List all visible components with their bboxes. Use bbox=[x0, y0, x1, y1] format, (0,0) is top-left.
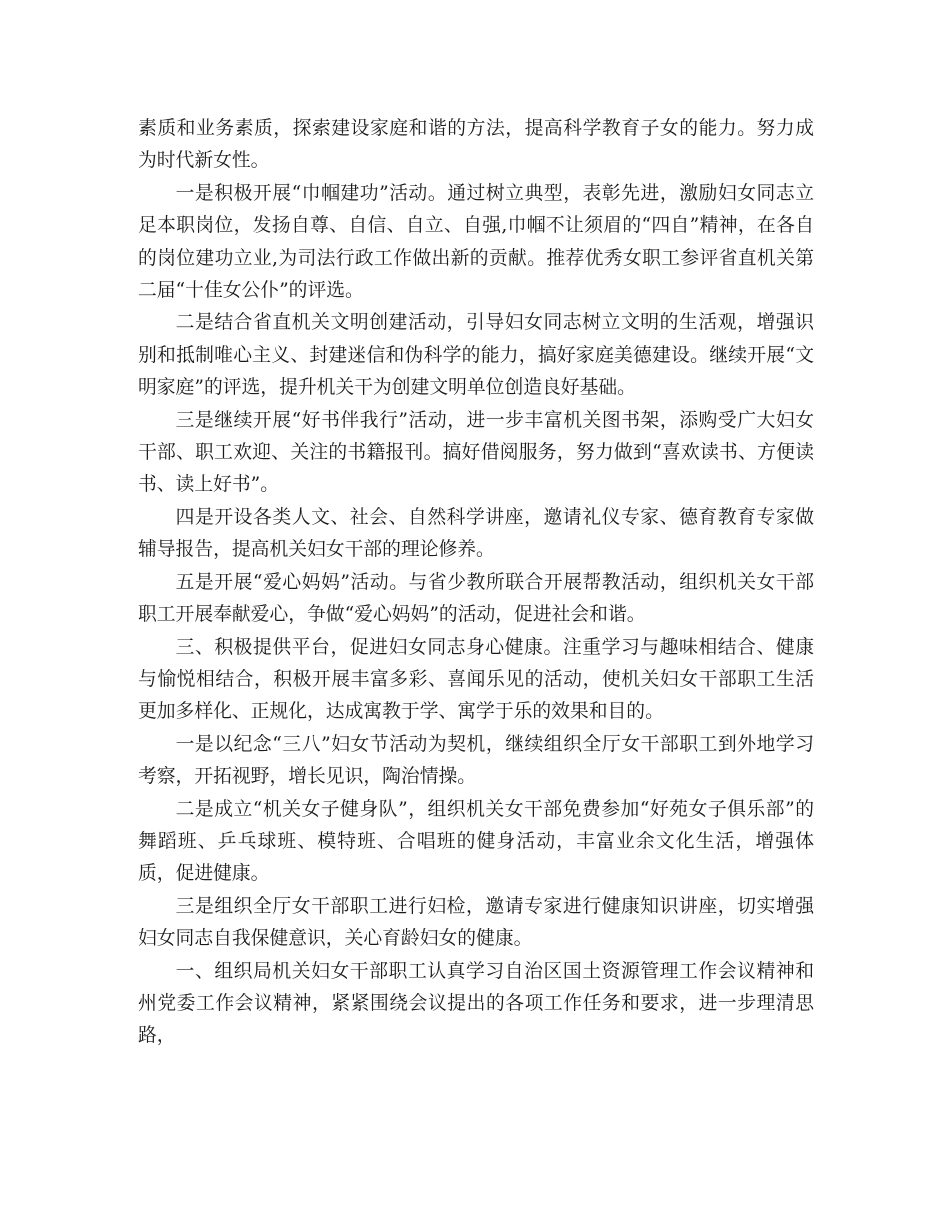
paragraph-11: 一、组织局机关妇女干部职工认真学习自治区国土资源管理工作会议精神和州党委工作会议精神，紧紧围绕会议提出的各项工作任务和要求，进一步理清思路， bbox=[138, 960, 814, 1047]
paragraph-7: 三、积极提供平台，促进妇女同志身心健康。注重学习与趣味相结合、健康与愉悦相结合，积极开展丰富多彩、喜闻乐见的活动，使机关妇女干部职工生活更加多样化、正规化，达成寓教于学、寓学于乐的效果和目的。 bbox=[138, 636, 814, 723]
paragraph-4: 三是继续开展“好书伴我行”活动，进一步丰富机关图书架，添购受广大妇女干部、职工欢迎、关注的书籍报刊。搞好借阅服务，努力做到“喜欢读书、方便读书、读上好书”。 bbox=[138, 409, 814, 496]
document-body bbox=[138, 113, 814, 1053]
paragraph-9: 二是成立“机关女子健身队”，组织机关女干部免费参加“好苑女子俱乐部”的舞蹈班、乒乓球班、模特班、合唱班的健身活动，丰富业余文化生活，增强体质，促进健康。 bbox=[138, 798, 814, 885]
paragraph-1: 素质和业务素质，探索建设家庭和谐的方法，提高科学教育子女的能力。努力成为时代新女性。 bbox=[138, 118, 814, 172]
paragraph-6: 五是开展“爱心妈妈”活动。与省少教所联合开展帮教活动，组织机关女干部职工开展奉献爱心，争做“爱心妈妈”的活动，促进社会和谐。 bbox=[138, 571, 814, 626]
paragraph-2: 一是积极开展“巾帼建功”活动。通过树立典型，表彰先进，激励妇女同志立足本职岗位，发扬自尊、自信、自立、自强,巾帼不让须眉的“四自”精神，在各自的岗位建功立业,为司法行政工作做出新的贡献。推荐优秀女职工参评省直机关第二届“十佳女公仆”的评选。 bbox=[138, 182, 814, 302]
paragraph-8: 一是以纪念“三八”妇女节活动为契机，继续组织全厅女干部职工到外地学习考察，开拓视野，增长见识，陶治情操。 bbox=[138, 733, 814, 788]
paragraph-10: 三是组织全厅女干部职工进行妇检，邀请专家进行健康知识讲座，切实增强妇女同志自我保健意识，关心育龄妇女的健康。 bbox=[138, 895, 814, 950]
paragraph-3: 二是结合省直机关文明创建活动，引导妇女同志树立文明的生活观，增强识别和抵制唯心主义、封建迷信和伪科学的能力，搞好家庭美德建设。继续开展“文明家庭”的评选，提升机关干为创建文明单位创造良好基础。 bbox=[138, 312, 814, 399]
paragraph-5: 四是开设各类人文、社会、自然科学讲座，邀请礼仪专家、德育教育专家做辅导报告，提高机关妇女干部的理论修养。 bbox=[138, 506, 814, 561]
